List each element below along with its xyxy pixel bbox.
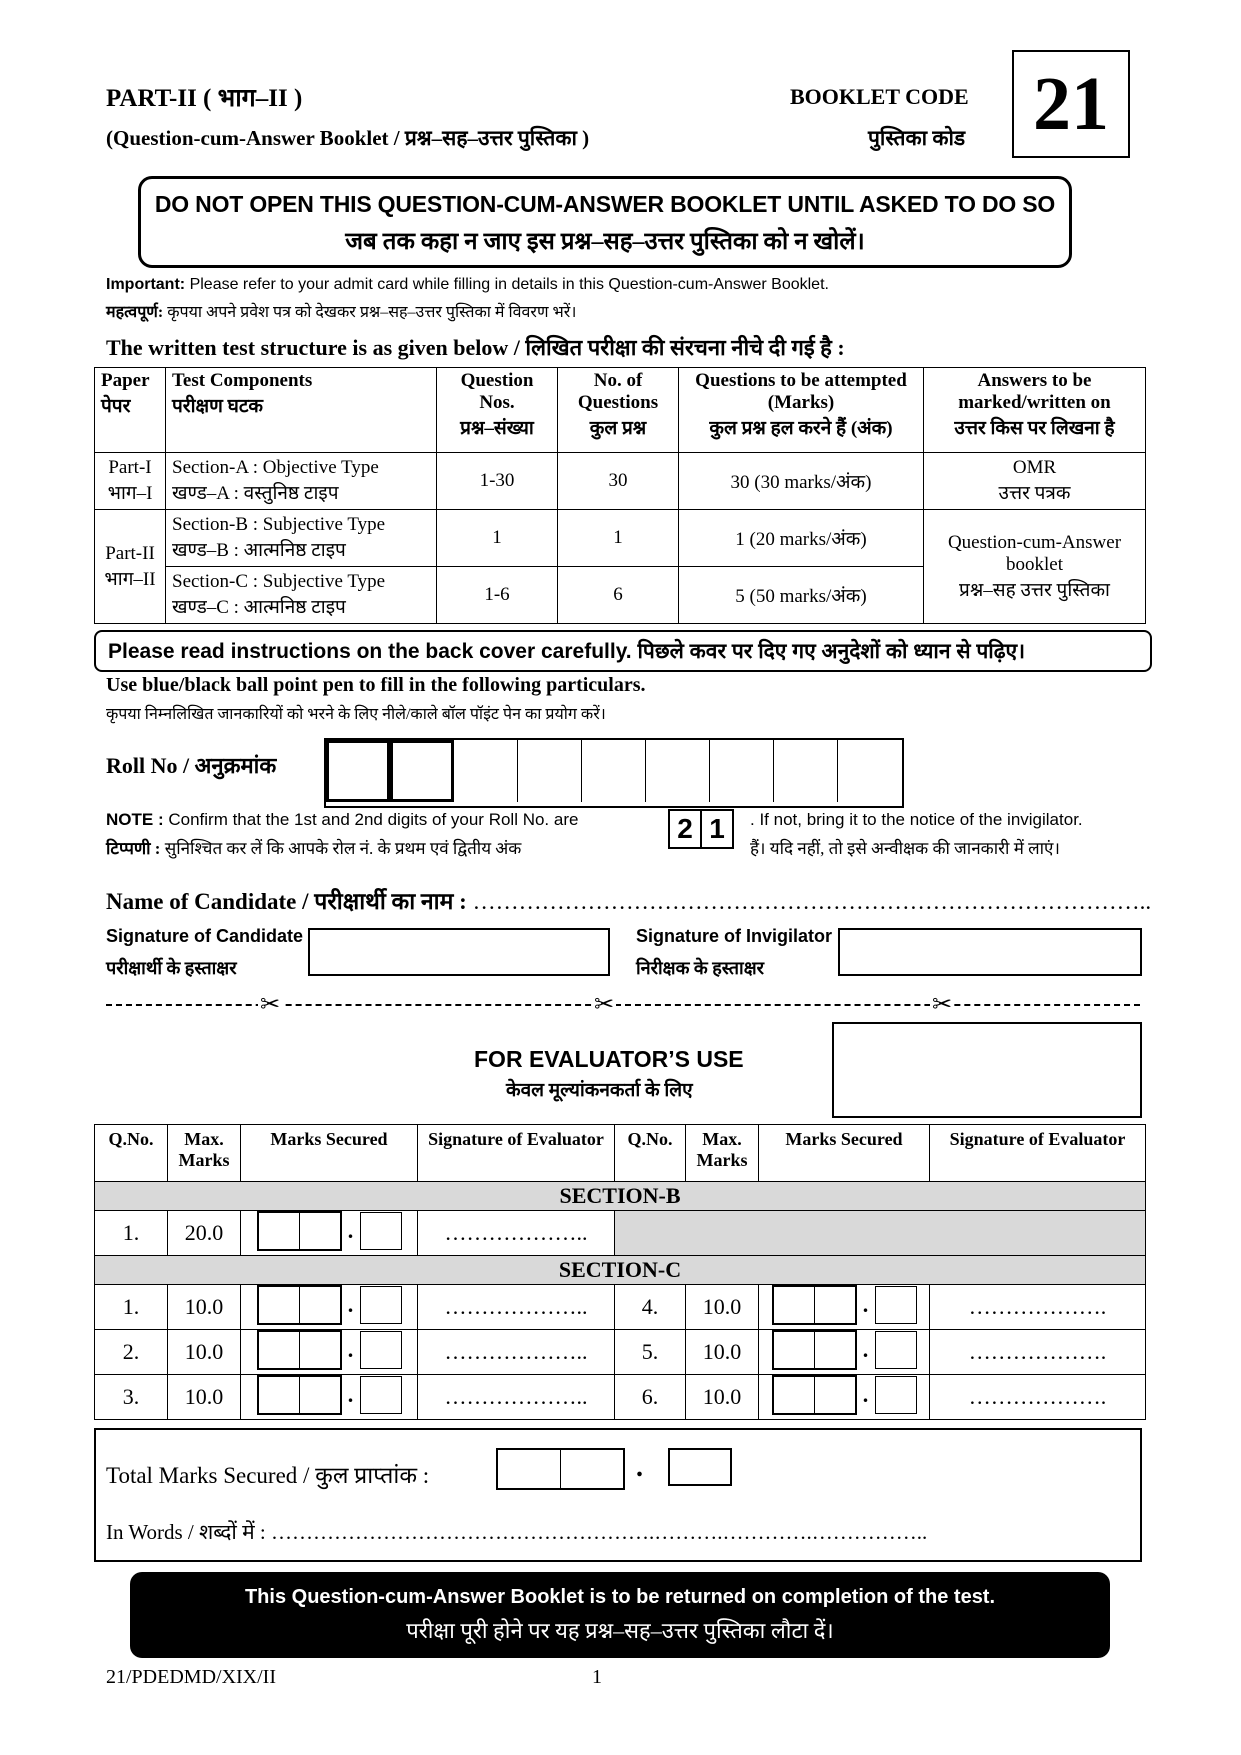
qno-cell: 4. [615,1285,686,1330]
qnos-cell: 1-30 [437,453,558,510]
candidate-signature-label-hi: परीक्षार्थी के हस्ताक्षर [106,958,237,978]
roll-digit-box[interactable] [582,740,646,802]
evaluator-box[interactable] [832,1022,1142,1118]
count-cell: 6 [558,567,679,624]
important-label-en: Important: [106,276,186,293]
attempt-cell: 30 (30 marks/अंक) [679,453,924,510]
header-components: Test Components परीक्षण घटक [166,368,437,453]
roll-number-boxes[interactable] [324,738,904,808]
candidate-name-line[interactable]: …………………………………………………………………………….. [472,889,1152,914]
marks-secured-cell[interactable]: . [759,1330,930,1375]
candidate-signature-label-en: Signature of Candidate [106,926,304,946]
structure-header-row [95,368,1146,453]
roll-digit-box[interactable] [838,740,902,802]
signature-cell[interactable]: ………………. [930,1285,1146,1330]
attempt-cell: 1 (20 marks/अंक) [679,510,924,567]
answer-cell: OMR उत्तर पत्रक [924,453,1146,510]
invigilator-signature-label-hi: निरीक्षक के हस्ताक्षर [636,958,764,978]
marks-secured-cell[interactable]: . [241,1211,418,1256]
paper-cell: Part-I भाग–I [95,453,166,510]
note-hi [106,836,521,859]
structure-row [95,453,1146,510]
section-row [95,1256,1146,1285]
pen-instruction-en: Use blue/black ball point pen to fill in the following particulars. [106,674,646,696]
qno-cell: 1. [95,1211,168,1256]
component-cell: Section-A : Objective Type खण्ड–A : वस्तुनिष्ठ टाइप [166,453,437,510]
return-note-hi: परीक्षा पूरी होने पर यह प्रश्न–सह–उत्तर पुस्तिका लौटा दें। [406,1618,834,1643]
header-paper: Paper पेपर [95,368,166,453]
qno-cell: 3. [95,1375,168,1420]
return-booklet-banner [130,1572,1110,1658]
return-note-en: This Question-cum-Answer Booklet is to be returned on completion of the test. [244,1586,996,1608]
important-text-hi: कृपया अपने प्रवेश पत्र को देखकर प्रश्न–सह–उत्तर पुस्तिका में विवरण भरें। [167,304,577,321]
qnos-cell: 1-6 [437,567,558,624]
total-in-words-field[interactable]: In Words / शब्दों में : ……………………………………………….……….………….…………….. [106,1520,928,1544]
qno-cell: 1. [95,1285,168,1330]
roll-digit-box[interactable] [646,740,710,802]
scissors-icon: ✂ [594,991,615,1018]
max-marks-cell: 10.0 [686,1330,759,1375]
scissors-icon: ✂ [932,991,953,1018]
read-instructions-banner: Please read instructions on the back cover carefully. पिछले कवर पर दिए गए अनुदेशों को ध्यान से पढ़िए। [94,630,1152,672]
section-c-title: SECTION-C [95,1256,1146,1285]
note-en [106,810,578,830]
warning-en: DO NOT OPEN THIS QUESTION-CUM-ANSWER BOOKLET UNTIL ASKED TO DO SO [154,191,1056,217]
table-row [95,1375,1146,1420]
marks-secured-cell[interactable]: . [241,1375,418,1420]
signature-cell[interactable]: ……………….. [418,1375,615,1420]
count-cell: 1 [558,510,679,567]
header-max-marks: Max. Marks [686,1125,759,1182]
qnos-cell: 1 [437,510,558,567]
qno-cell: 5. [615,1330,686,1375]
note-text-en: Confirm that the 1st and 2nd digits of your Roll No. are [168,810,579,829]
booklet-code: 21 [1012,50,1130,158]
booklet-code-label: BOOKLET CODE [790,84,969,109]
max-marks-cell: 10.0 [686,1375,759,1420]
note-label-en: NOTE : [106,810,164,829]
shaded-cell [615,1211,1146,1256]
table-row [95,1330,1146,1375]
table-row [95,1285,1146,1330]
roll-digit-box[interactable] [390,740,454,802]
total-marks-decimal-box[interactable] [668,1448,732,1486]
roll-number-label: Roll No / अनुक्रमांक [106,753,277,778]
prefix-digit: 2 [670,811,702,847]
component-cell: Section-B : Subjective Type खण्ड–B : आत्मनिष्ठ टाइप [166,510,437,567]
header-question-nos: Question Nos. प्रश्न–संख्या [437,368,558,453]
marks-table [94,1124,1146,1420]
marks-secured-cell[interactable]: . [241,1330,418,1375]
qno-cell: 2. [95,1330,168,1375]
important-hi [106,300,576,322]
marks-header-row [95,1125,1146,1182]
answer-cell: Question-cum-Answer booklet प्रश्न–सह उत्तर पुस्तिका [924,510,1146,624]
header-marks-secured: Marks Secured [241,1125,418,1182]
roll-digit-box[interactable] [518,740,582,802]
roll-prefix-digits [668,809,734,849]
max-marks-cell: 10.0 [168,1285,241,1330]
candidate-name-label: Name of Candidate / परीक्षार्थी का नाम : [106,889,467,914]
note-text-hi: सुनिश्चित कर लें कि आपके रोल नं. के प्रथम एवं द्वितीय अंक [164,839,522,858]
invigilator-signature-box[interactable] [838,928,1142,976]
marks-secured-cell[interactable]: . [759,1375,930,1420]
candidate-name-field[interactable] [106,884,1151,916]
invigilator-signature-label-en: Signature of Invigilator [636,926,833,946]
max-marks-cell: 10.0 [168,1375,241,1420]
header-qno: Q.No. [95,1125,168,1182]
note-tail-en: . If not, bring it to the notice of the invigilator. [750,810,1083,829]
important-text-en: Please refer to your admit card while filling in details in this Question-cum-Answer Booklet. [189,276,829,293]
signature-cell[interactable]: ………………. [930,1375,1146,1420]
candidate-signature-box[interactable] [308,928,610,976]
important-label-hi: महत्वपूर्ण: [106,304,164,321]
marks-secured-cell[interactable]: . [759,1285,930,1330]
evaluator-title: FOR EVALUATOR’S USE [474,1046,744,1072]
header-answers: Answers to be marked/written on उत्तर किस पर लिखना है [924,368,1146,453]
section-b-title: SECTION-B [95,1182,1146,1211]
roll-digit-box[interactable] [326,740,390,802]
header-signature: Signature of Evaluator [930,1125,1146,1182]
attempt-cell: 5 (50 marks/अंक) [679,567,924,624]
total-decimal-point: . [636,1452,643,1483]
prefix-digit: 1 [709,813,725,844]
total-marks-integer-boxes[interactable] [496,1448,625,1490]
structure-table [94,367,1146,624]
header-attempt: Questions to be attempted (Marks) कुल प्रश्न हल करने हैं (अंक) [679,368,924,453]
paper-cell: Part-II भाग–II [95,510,166,624]
section-row [95,1182,1146,1211]
roll-digit-box[interactable] [454,740,518,802]
structure-row [95,510,1146,567]
signature-cell[interactable]: ………………. [930,1330,1146,1375]
page-number: 1 [592,1666,602,1688]
component-cell: Section-C : Subjective Type खण्ड–C : आत्मनिष्ठ टाइप [166,567,437,624]
max-marks-cell: 10.0 [168,1330,241,1375]
footer-code: 21/PDEDMD/XIX/II [106,1666,276,1688]
pen-instruction-hi: कृपया निम्नलिखित जानकारियों को भरने के लिए नीले/काले बॉल पॉइंट पेन का प्रयोग करें। [106,706,606,723]
important-en [106,276,829,294]
note-label-hi: टिप्पणी : [106,839,161,858]
marks-secured-cell[interactable]: . [241,1285,418,1330]
signature-cell[interactable]: ……………….. [418,1211,615,1256]
part-subtitle: (Question-cum-Answer Booklet / प्रश्न–सह–उत्तर पुस्तिका ) [106,126,590,150]
roll-digit-box[interactable] [710,740,774,802]
do-not-open-banner [138,176,1072,268]
count-cell: 30 [558,453,679,510]
header-signature: Signature of Evaluator [418,1125,615,1182]
header-no-of-questions: No. of Questions कुल प्रश्न [558,368,679,453]
structure-title: The written test structure is as given below / लिखित परीक्षा की संरचना नीचे दी गई है : [106,335,845,360]
note-tail-hi: हैं। यदि नहीं, तो इसे अन्वीक्षक की जानकारी में लाएं। [750,839,1060,858]
warning-hi: जब तक कहा न जाए इस प्रश्न–सह–उत्तर पुस्तिका को न खोलें। [345,229,865,255]
signature-cell[interactable]: ……………….. [418,1285,615,1330]
scissors-icon: ✂ [260,991,281,1018]
max-marks-cell: 20.0 [168,1211,241,1256]
header-qno: Q.No. [615,1125,686,1182]
qno-cell: 6. [615,1375,686,1420]
booklet-code-label-hi: पुस्तिका कोड [868,126,966,150]
total-marks-label: Total Marks Secured / कुल प्राप्तांक : [106,1463,430,1488]
evaluator-title-hi: केवल मूल्यांकनकर्ता के लिए [506,1080,693,1101]
header-max-marks: Max. Marks [168,1125,241,1182]
roll-digit-box[interactable] [774,740,838,802]
header-marks-secured: Marks Secured [759,1125,930,1182]
part-title: PART-II ( भाग–II ) [106,85,303,112]
max-marks-cell: 10.0 [686,1285,759,1330]
table-row [95,1211,1146,1256]
signature-cell[interactable]: ……………….. [418,1330,615,1375]
